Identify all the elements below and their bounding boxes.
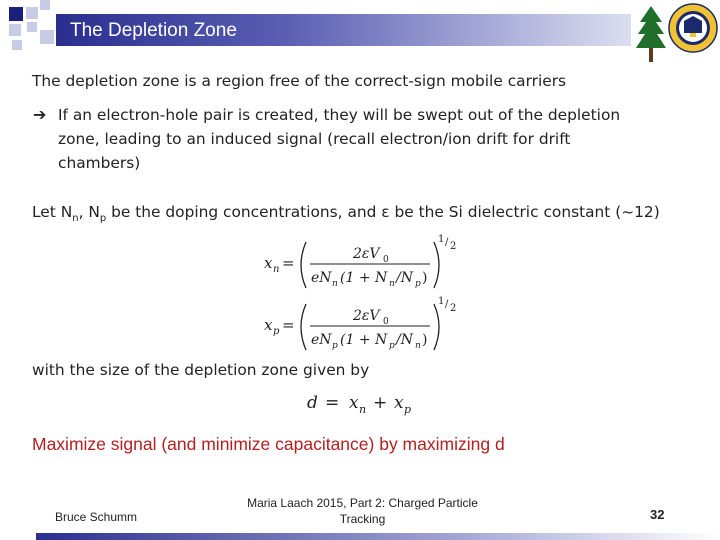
xp-den-ratio-bot: n <box>415 341 421 351</box>
footer-author: Bruce Schumm <box>55 510 138 524</box>
footer-event-line1: Maria Laach 2015, Part 2: Charged Particle <box>247 496 478 510</box>
corner-square-4 <box>40 0 50 10</box>
size-line: with the size of the depletion zone given by <box>32 361 370 379</box>
doping-text-b: , N <box>78 203 100 221</box>
corner-square-5 <box>27 22 37 32</box>
xp-den-ratio-mid: /N <box>396 332 413 348</box>
xn-den-eN: eN <box>311 270 332 286</box>
university-seal-icon <box>668 3 718 53</box>
page-number: 32 <box>650 507 665 522</box>
xp-den-ratio-top: p <box>389 341 395 351</box>
doping-sub-p: p <box>99 213 107 225</box>
footer-event-line2: Tracking <box>339 512 386 526</box>
corner-square-2 <box>26 7 38 19</box>
d-rhs-b: x <box>394 393 404 413</box>
d-rhs-plus: + <box>373 393 388 413</box>
equation-xn <box>258 232 468 294</box>
xp-den-sub: p <box>332 341 338 351</box>
d-rhs-a: x <box>349 393 359 413</box>
xp-lhs-sub: p <box>273 326 280 337</box>
xp-exp-den: 2 <box>450 303 457 314</box>
xn-exp-den: 2 <box>450 241 457 252</box>
corner-square-3 <box>9 24 21 36</box>
svg-text:/: / <box>445 237 449 248</box>
svg-text:/: / <box>445 299 449 310</box>
xn-den-rest: (1 + N <box>340 270 388 286</box>
xp-exp-num: 1 <box>438 296 445 307</box>
xn-den-ratio-mid: /N <box>396 270 413 286</box>
d-lhs: d <box>307 393 318 413</box>
slide-title: The Depletion Zone <box>70 20 237 41</box>
bullet-line-1: If an electron-hole pair is created, they will be swept out of the depletion <box>58 106 621 124</box>
corner-square-6 <box>40 30 54 44</box>
bullet-line-2: zone, leading to an induced signal (recall electron/ion drift for drift <box>58 130 571 148</box>
equation-xp <box>258 294 468 356</box>
doping-line <box>32 201 660 230</box>
xp-numerator: 2εV <box>353 308 380 324</box>
svg-text:): ) <box>422 270 428 286</box>
xn-numerator-sub: 0 <box>383 255 389 265</box>
intro-line: The depletion zone is a region free of the correct-sign mobile carriers <box>32 72 567 90</box>
arrow-right-icon: ➔ <box>33 105 47 124</box>
xn-exp-num: 1 <box>438 234 445 245</box>
doping-text-a: Let N <box>32 203 73 221</box>
doping-text-c: be the doping concentrations, and ε be the Si dielectric constant (~12) <box>106 203 660 221</box>
xn-den-ratio-top: n <box>389 279 395 289</box>
svg-text:=: = <box>325 393 340 413</box>
equation-d <box>303 388 433 420</box>
bullet-line-3: chambers) <box>58 154 141 172</box>
doping-sub-n: n <box>72 213 79 225</box>
xn-den-sub: n <box>332 279 338 289</box>
xp-den-rest: (1 + N <box>340 332 388 348</box>
svg-text:=: = <box>282 254 295 272</box>
footer-bar <box>36 533 720 540</box>
highlight-statement: Maximize signal (and minimize capacitance) by maximizing d <box>32 434 505 454</box>
d-rhs-b-sub: p <box>404 403 412 416</box>
d-rhs-a-sub: n <box>359 403 367 416</box>
xn-den-ratio-bot: p <box>415 279 421 289</box>
xn-lhs-sub: n <box>273 264 280 275</box>
redwood-tree-icon <box>636 4 666 66</box>
xp-den-eN: eN <box>311 332 332 348</box>
svg-text:): ) <box>422 332 428 348</box>
corner-square-1 <box>9 7 23 21</box>
xp-lhs: x <box>264 316 273 334</box>
xn-numerator: 2εV <box>353 246 380 262</box>
xp-numerator-sub: 0 <box>383 317 389 327</box>
svg-text:=: = <box>282 316 295 334</box>
corner-square-7 <box>12 40 22 50</box>
xn-lhs: x <box>264 254 273 272</box>
footer-event <box>240 495 485 527</box>
